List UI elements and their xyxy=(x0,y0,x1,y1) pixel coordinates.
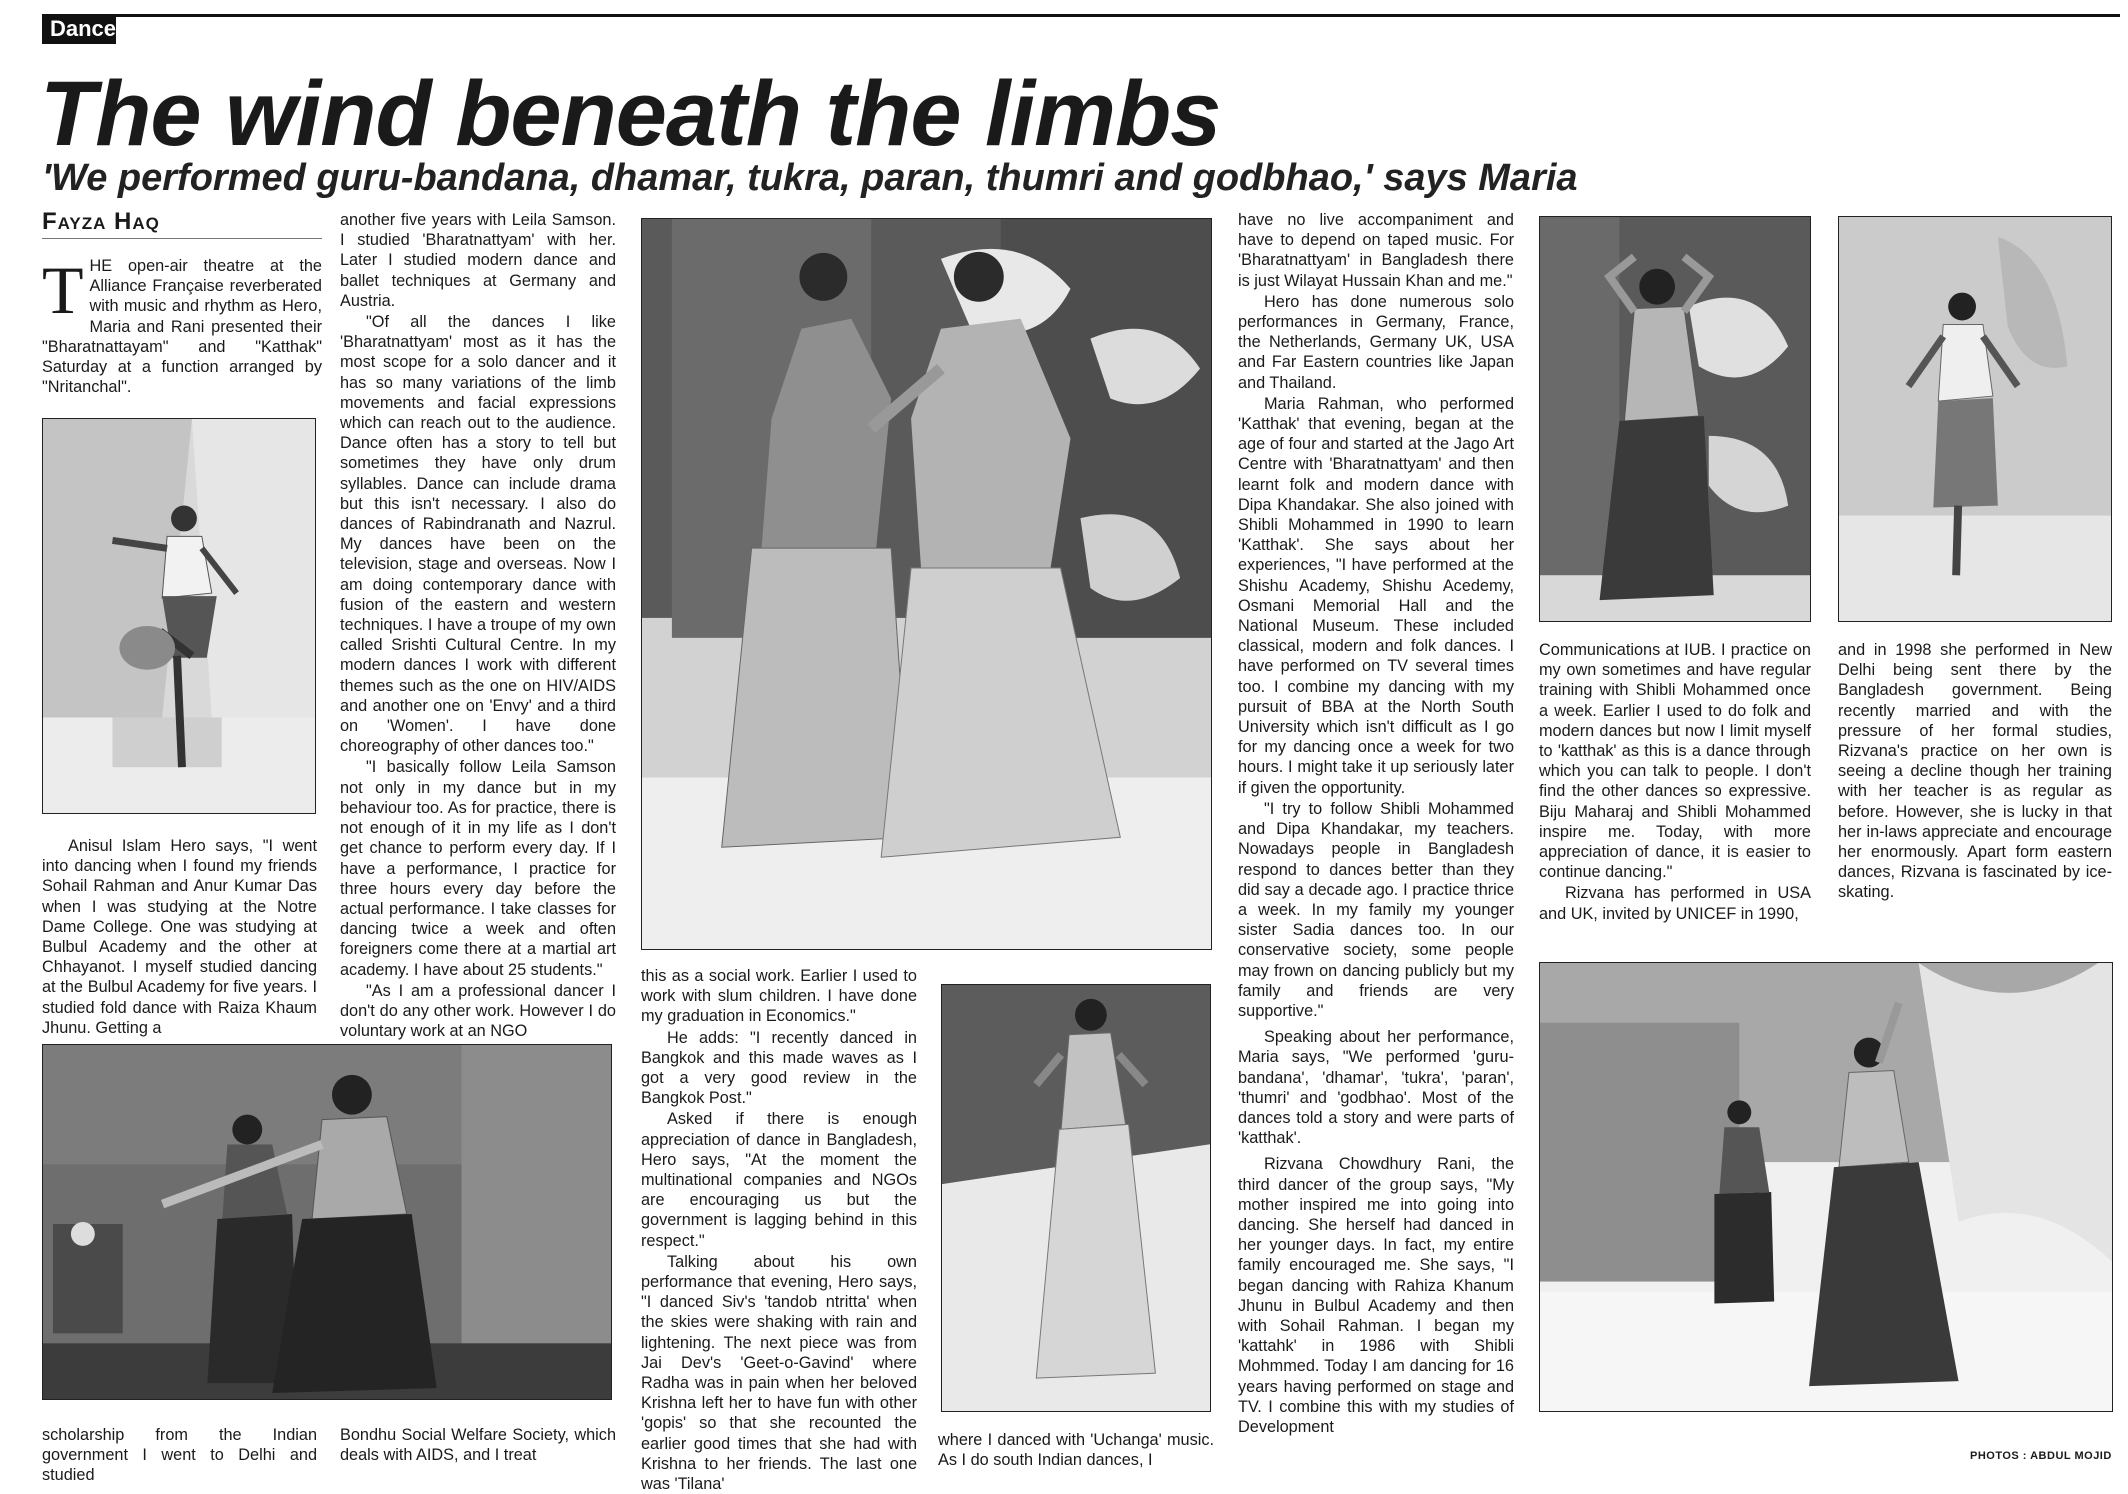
photo-rani-pose xyxy=(1539,216,1811,622)
paragraph: Asked if there is enough appreciation of dance in Bangladesh, Hero says, "At the moment the multinational companies and NGOs are encouraging us but the government is lagging behind in this respect." xyxy=(641,1110,917,1250)
paragraph: Talking about his own performance that evening, Hero says, "I danced Siv's 'tandob ntritta' when the skies were shaking with rain and lightening. The next piece was from Jai Dev's 'Geet-o-Gavind' where Radha was in pain when her beloved Krishna left her to have fun with other 'gopis' so that she recounted the earlier good times that she had with Krishna to her friends. The last one was 'Tilana' xyxy=(641,1252,917,1494)
paragraph: scholarship from the Indian government I went to Delhi and studied xyxy=(42,1426,317,1485)
article-column-3 xyxy=(641,966,917,1494)
article-column-2 xyxy=(340,210,616,1041)
paragraph: Communications at IUB. I practice on my own sometimes and have regular training with Shibli Mohammed once a week. Earlier I used to do folk and modern dances but now I limit myself to 'katthak' as this is a dance through which you can talk to people. I don't find the other dances so expressive. Biju Maharaj and Shibli Mohammed inspire me. Today, with more appreciation of dance, it is easier to continue dancing." xyxy=(1539,641,1811,882)
paragraph: this as a social work. Earlier I used to work with slum children. I have done my graduation in Economics." xyxy=(641,967,917,1026)
top-rule xyxy=(42,14,2120,17)
paragraph: where I danced with 'Uchanga' music. As I do south Indian dances, I xyxy=(938,1431,1214,1470)
photo-hero-dancing-image xyxy=(43,419,315,813)
photo-two-dancers-image xyxy=(642,219,1211,949)
paragraph: Rizvana has performed in USA and UK, invited by UNICEF in 1990, xyxy=(1539,884,1811,923)
byline: Fayza Haq xyxy=(42,208,322,239)
photo-dancers-with-musicians-image xyxy=(43,1045,611,1399)
paragraph: another five years with Leila Samson. I studied 'Bharatnattyam' with her. Later I studied modern dance and ballet techniques at Germany and Austria. xyxy=(340,211,616,310)
photo-stage-performance xyxy=(1539,962,2113,1412)
photo-dancers-with-musicians xyxy=(42,1044,612,1400)
photo-stage-performance-image xyxy=(1540,963,2112,1411)
photo-hero-dancing xyxy=(42,418,316,814)
drop-cap: T xyxy=(42,252,84,328)
paragraph: "As I am a professional dancer I don't do any other work. However I do voluntary work at an NGO xyxy=(340,981,616,1041)
article-column-6 xyxy=(1539,640,1811,924)
paragraph: "Of all the dances I like 'Bharatnattyam' most as it has the most scope for a solo dancer and it has so many variations of the limb movements and facial expressions which can reach out to the audience. Dance often has a story to tell but sometimes they have only drum syllables. Dance can include drama but this isn't necessary. I also do dances of Rabindranath and Nazrul. My dances have been on the television, stage and overseas. Now I am doing contemporary dance with fusion of the eastern and western techniques. I have a troupe of my own called Srishti Cultural Centre. In my modern dances I work with different themes such as the one on HIV/AIDS and another one on 'Envy' and a third on 'Women'. I have done choreography of other dances too." xyxy=(340,313,616,756)
article-column-7 xyxy=(1838,640,2112,903)
paragraph: Hero has done numerous solo performances in Germany, France, the Netherlands, Germany UK, USA and Far Eastern countries like Japan and Thailand. xyxy=(1238,292,1514,392)
article-column-5 xyxy=(1238,210,1514,1437)
section-label: Dance xyxy=(42,14,116,44)
subheadline: 'We performed guru-bandana, dhamar, tukra, paran, thumri and godbhao,' says Maria xyxy=(42,157,1578,199)
photo-maria-dancing-image xyxy=(942,985,1210,1411)
article-column-1-bottom xyxy=(42,1425,317,1486)
paragraph: Maria Rahman, who performed 'Katthak' that evening, began at the age of four and started at the Jago Art Centre with 'Bharatnattyam' and then learnt folk and modern dance with Dipa Khandakar. She also joined with Shibli Mohammed in 1990 to learn 'Katthak'. She says about her experiences, "I have performed at the Shishu Academy, Shishu Acedemy, Osmani Memorial Hall and the National Museum. These included classical, modern and folk dances. I have performed on TV several times too. I combine my dancing with my pursuit of BBA at the North South University which isn't difficult as I go for my dancing once a week for two hours. I might take it up seriously later if given the opportunity. xyxy=(1238,394,1514,797)
article-column-2-bottom xyxy=(340,1425,616,1465)
photo-hero-standing xyxy=(1838,216,2112,622)
photo-hero-standing-image xyxy=(1839,217,2111,621)
paragraph: and in 1998 she performed in New Delhi being sent there by the Bangladesh government. Being recently married and with the pressure of her formal studies, Rizvana's practice on her own is seeing a decline though her training with her teacher is as regular as before. However, she is lucky in that her in-laws appreciate and encourage her enormously. Apart form eastern dances, Rizvana is fascinated by ice-skating. xyxy=(1838,641,2112,902)
paragraph: Bondhu Social Welfare Society, which deals with AIDS, and I treat xyxy=(340,1426,616,1465)
headline: The wind beneath the limbs xyxy=(40,63,1221,165)
article-column-1-middle xyxy=(42,836,317,1038)
paragraph: HE open-air theatre at the Alliance Française reverberated with music and rhythm as Hero, Maria and Rani presented their "Bharatnattayam" and "Katthak" Saturday at a function arranged by "Nritanchal". xyxy=(42,257,322,397)
photo-credit: PHOTOS : ABDUL MOJID xyxy=(1970,1450,2112,1462)
paragraph: Speaking about her performance, Maria says, "We performed 'guru-bandana', 'dhamar', 'tukra', 'paran', 'thumri' and 'godbhao'. Most of the dances told a story and were parts of 'katthak'. xyxy=(1238,1028,1514,1148)
photo-two-dancers xyxy=(641,218,1212,950)
photo-maria-dancing xyxy=(941,984,1211,1412)
paragraph: He adds: "I recently danced in Bangkok and this made waves as I got a very good review in the Bangkok Post." xyxy=(641,1028,917,1108)
paragraph: Rizvana Chowdhury Rani, the third dancer of the group says, "My mother inspired me into going into dancing. She herself had danced in her younger days. In fact, my entire family encouraged me. She says, "I began dancing with Rahiza Khanum Jhunu in Bulbul Academy and then with Sohail Rahman. I began my 'kattahk' in 1986 with Shibli Mohmmed. Today I am dancing for 16 years having performed on stage and TV. I combine this with my studies of Development xyxy=(1238,1155,1514,1436)
photo-rani-pose-image xyxy=(1540,217,1810,621)
article-column-4-bottom xyxy=(938,1430,1214,1470)
paragraph: have no live accompaniment and have to depend on taped music. For 'Bharatnattyam' in Bangladesh there is just Wilayat Hussain Khan and me." xyxy=(1238,211,1514,290)
paragraph: Anisul Islam Hero says, "I went into dancing when I found my friends Sohail Rahman and Anur Kumar Das when I was studying at the Notre Dame College. One was studying at Bulbul Academy and the other at Chhayanot. I myself studied dancing at the Bulbul Academy for five years. I studied fold dance with Raiza Khaum Jhunu. Getting a xyxy=(42,837,317,1037)
paragraph: "I basically follow Leila Samson not only in my dance but in my behaviour too. As for practice, there is not enough of it in my life as I don't get chance to perform every day. If I have a performance, I practice for three hours every day before the actual performance. I take classes for dancing twice a week and often foreigners come there at a martial art academy. I have about 25 students." xyxy=(340,758,616,979)
paragraph: "I try to follow Shibli Mohammed and Dipa Khandakar, my teachers. Nowadays people in Bangladesh respond to dances better than they did say a decade ago. I practice thrice a week. In my family my younger sister Sadia dances too. In our conservative society, some people may frown on dancing publicly but my family and friends are very supportive." xyxy=(1238,799,1514,1020)
article-column-1-top xyxy=(42,252,322,397)
